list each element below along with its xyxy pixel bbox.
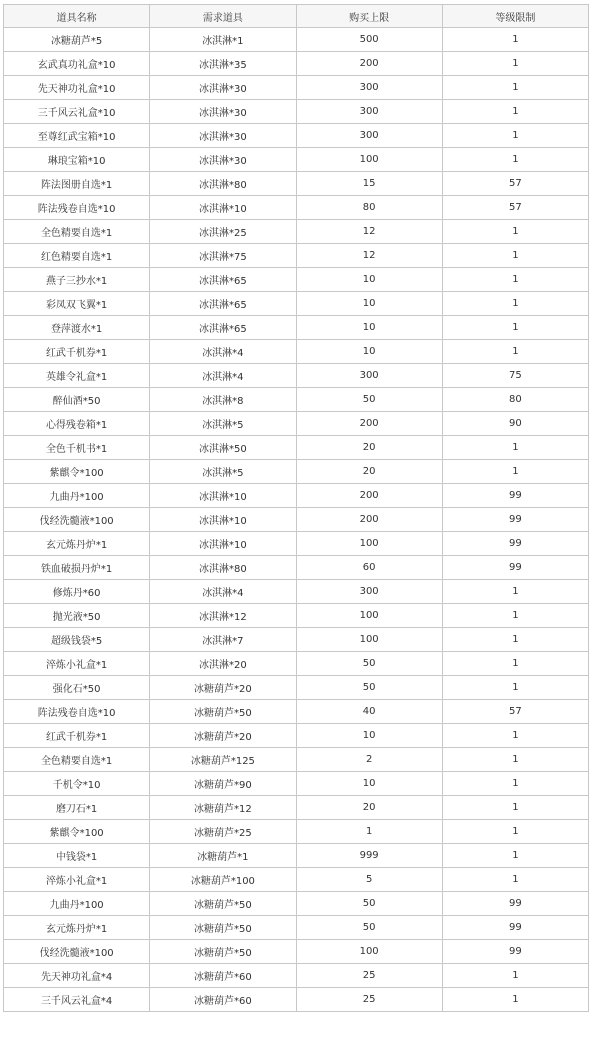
cell-item-name: 至尊红武宝箱*10: [4, 124, 150, 148]
table-row: [4, 100, 589, 124]
table-row: [4, 940, 589, 964]
table-row: [4, 844, 589, 868]
table-row: [4, 124, 589, 148]
cell-level-requirement: 1: [442, 268, 588, 292]
table-row: [4, 652, 589, 676]
table-row: [4, 532, 589, 556]
table-row: [4, 556, 589, 580]
cell-level-requirement: 99: [442, 892, 588, 916]
cell-level-requirement: 1: [442, 988, 588, 1012]
table-row: [4, 268, 589, 292]
cell-required-item: 冰淇淋*75: [150, 244, 296, 268]
cell-purchase-limit: 25: [296, 964, 442, 988]
table-row: [4, 580, 589, 604]
cell-required-item: 冰糖葫芦*1: [150, 844, 296, 868]
cell-purchase-limit: 300: [296, 100, 442, 124]
cell-item-name: 琳琅宝箱*10: [4, 148, 150, 172]
cell-required-item: 冰淇淋*30: [150, 76, 296, 100]
table-row: [4, 748, 589, 772]
cell-required-item: 冰淇淋*12: [150, 604, 296, 628]
table-header: [4, 5, 589, 28]
cell-purchase-limit: 50: [296, 892, 442, 916]
cell-item-name: 阵法残卷自选*10: [4, 196, 150, 220]
cell-level-requirement: 1: [442, 460, 588, 484]
cell-level-requirement: 1: [442, 436, 588, 460]
cell-purchase-limit: 500: [296, 28, 442, 52]
table-row: [4, 508, 589, 532]
header-row: [4, 5, 589, 28]
table-row: [4, 172, 589, 196]
table-body: [4, 28, 589, 1012]
cell-required-item: 冰糖葫芦*12: [150, 796, 296, 820]
cell-item-name: 全色千机书*1: [4, 436, 150, 460]
cell-required-item: 冰淇淋*10: [150, 532, 296, 556]
cell-item-name: 伐经洗髓液*100: [4, 940, 150, 964]
cell-item-name: 淬炼小礼盒*1: [4, 652, 150, 676]
cell-required-item: 冰淇淋*20: [150, 652, 296, 676]
cell-required-item: 冰淇淋*10: [150, 508, 296, 532]
header-level-requirement: 等级限制: [442, 5, 588, 28]
cell-level-requirement: 99: [442, 484, 588, 508]
cell-item-name: 红武千机券*1: [4, 724, 150, 748]
cell-required-item: 冰淇淋*4: [150, 364, 296, 388]
cell-required-item: 冰淇淋*7: [150, 628, 296, 652]
header-item-name: 道具名称: [4, 5, 150, 28]
cell-level-requirement: 1: [442, 148, 588, 172]
table-row: [4, 772, 589, 796]
cell-purchase-limit: 200: [296, 484, 442, 508]
cell-item-name: 阵法图册自选*1: [4, 172, 150, 196]
table-row: [4, 436, 589, 460]
cell-purchase-limit: 100: [296, 940, 442, 964]
cell-item-name: 伐经洗髓液*100: [4, 508, 150, 532]
cell-required-item: 冰淇淋*30: [150, 100, 296, 124]
cell-level-requirement: 1: [442, 628, 588, 652]
cell-item-name: 燕子三抄水*1: [4, 268, 150, 292]
table-row: [4, 676, 589, 700]
cell-purchase-limit: 50: [296, 652, 442, 676]
cell-item-name: 彩凤双飞翼*1: [4, 292, 150, 316]
cell-item-name: 九曲丹*100: [4, 484, 150, 508]
cell-purchase-limit: 12: [296, 220, 442, 244]
cell-required-item: 冰淇淋*10: [150, 196, 296, 220]
cell-purchase-limit: 50: [296, 388, 442, 412]
cell-level-requirement: 1: [442, 652, 588, 676]
cell-purchase-limit: 5: [296, 868, 442, 892]
cell-required-item: 冰糖葫芦*20: [150, 676, 296, 700]
table-row: [4, 76, 589, 100]
cell-level-requirement: 1: [442, 76, 588, 100]
table-row: [4, 28, 589, 52]
cell-required-item: 冰淇淋*65: [150, 292, 296, 316]
cell-level-requirement: 1: [442, 796, 588, 820]
cell-level-requirement: 1: [442, 604, 588, 628]
cell-purchase-limit: 10: [296, 292, 442, 316]
cell-item-name: 抛光液*50: [4, 604, 150, 628]
cell-required-item: 冰淇淋*4: [150, 580, 296, 604]
cell-item-name: 先天神功礼盒*10: [4, 76, 150, 100]
cell-purchase-limit: 10: [296, 724, 442, 748]
cell-purchase-limit: 100: [296, 628, 442, 652]
cell-level-requirement: 57: [442, 700, 588, 724]
cell-level-requirement: 1: [442, 964, 588, 988]
table-row: [4, 796, 589, 820]
cell-purchase-limit: 20: [296, 436, 442, 460]
cell-item-name: 全色精要自选*1: [4, 748, 150, 772]
cell-required-item: 冰糖葫芦*50: [150, 940, 296, 964]
cell-required-item: 冰淇淋*80: [150, 172, 296, 196]
cell-item-name: 冰糖葫芦*5: [4, 28, 150, 52]
cell-level-requirement: 99: [442, 916, 588, 940]
cell-level-requirement: 1: [442, 820, 588, 844]
cell-item-name: 千机令*10: [4, 772, 150, 796]
cell-purchase-limit: 15: [296, 172, 442, 196]
cell-required-item: 冰糖葫芦*125: [150, 748, 296, 772]
cell-level-requirement: 1: [442, 244, 588, 268]
cell-level-requirement: 1: [442, 748, 588, 772]
cell-level-requirement: 80: [442, 388, 588, 412]
table-row: [4, 988, 589, 1012]
cell-level-requirement: 99: [442, 556, 588, 580]
cell-required-item: 冰糖葫芦*60: [150, 988, 296, 1012]
cell-item-name: 磨刀石*1: [4, 796, 150, 820]
header-required-item: 需求道具: [150, 5, 296, 28]
cell-item-name: 玄元炼丹炉*1: [4, 916, 150, 940]
cell-required-item: 冰淇淋*65: [150, 268, 296, 292]
cell-level-requirement: 1: [442, 100, 588, 124]
cell-required-item: 冰淇淋*80: [150, 556, 296, 580]
cell-item-name: 先天神功礼盒*4: [4, 964, 150, 988]
cell-item-name: 英雄令礼盒*1: [4, 364, 150, 388]
cell-required-item: 冰淇淋*30: [150, 124, 296, 148]
cell-purchase-limit: 50: [296, 676, 442, 700]
table-row: [4, 244, 589, 268]
cell-item-name: 全色精要自选*1: [4, 220, 150, 244]
cell-level-requirement: 1: [442, 772, 588, 796]
cell-item-name: 三千风云礼盒*10: [4, 100, 150, 124]
table-row: [4, 628, 589, 652]
cell-purchase-limit: 60: [296, 556, 442, 580]
cell-item-name: 三千风云礼盒*4: [4, 988, 150, 1012]
cell-purchase-limit: 999: [296, 844, 442, 868]
item-exchange-table: [3, 4, 589, 1012]
cell-level-requirement: 90: [442, 412, 588, 436]
cell-purchase-limit: 12: [296, 244, 442, 268]
cell-level-requirement: 1: [442, 124, 588, 148]
cell-level-requirement: 1: [442, 580, 588, 604]
table-row: [4, 196, 589, 220]
cell-purchase-limit: 50: [296, 916, 442, 940]
cell-level-requirement: 1: [442, 316, 588, 340]
table-row: [4, 460, 589, 484]
cell-required-item: 冰淇淋*8: [150, 388, 296, 412]
cell-level-requirement: 99: [442, 940, 588, 964]
cell-level-requirement: 1: [442, 28, 588, 52]
cell-required-item: 冰糖葫芦*20: [150, 724, 296, 748]
cell-level-requirement: 1: [442, 676, 588, 700]
cell-purchase-limit: 10: [296, 772, 442, 796]
cell-item-name: 登萍渡水*1: [4, 316, 150, 340]
cell-level-requirement: 1: [442, 292, 588, 316]
cell-item-name: 中钱袋*1: [4, 844, 150, 868]
cell-purchase-limit: 1: [296, 820, 442, 844]
table-row: [4, 316, 589, 340]
cell-required-item: 冰糖葫芦*60: [150, 964, 296, 988]
cell-purchase-limit: 200: [296, 508, 442, 532]
table-row: [4, 868, 589, 892]
cell-level-requirement: 75: [442, 364, 588, 388]
cell-purchase-limit: 2: [296, 748, 442, 772]
cell-item-name: 玄武真功礼盒*10: [4, 52, 150, 76]
cell-required-item: 冰淇淋*5: [150, 460, 296, 484]
cell-item-name: 阵法残卷自选*10: [4, 700, 150, 724]
cell-item-name: 红色精要自选*1: [4, 244, 150, 268]
cell-item-name: 心得残卷箱*1: [4, 412, 150, 436]
cell-level-requirement: 57: [442, 172, 588, 196]
cell-required-item: 冰糖葫芦*50: [150, 916, 296, 940]
cell-required-item: 冰糖葫芦*90: [150, 772, 296, 796]
cell-required-item: 冰淇淋*25: [150, 220, 296, 244]
cell-level-requirement: 1: [442, 340, 588, 364]
cell-purchase-limit: 300: [296, 124, 442, 148]
cell-purchase-limit: 100: [296, 532, 442, 556]
table-row: [4, 292, 589, 316]
cell-item-name: 玄元炼丹炉*1: [4, 532, 150, 556]
cell-level-requirement: 57: [442, 196, 588, 220]
cell-level-requirement: 1: [442, 844, 588, 868]
cell-required-item: 冰糖葫芦*50: [150, 700, 296, 724]
cell-required-item: 冰淇淋*5: [150, 412, 296, 436]
cell-purchase-limit: 300: [296, 580, 442, 604]
table-row: [4, 604, 589, 628]
cell-item-name: 紫麒令*100: [4, 820, 150, 844]
table-row: [4, 820, 589, 844]
table-row: [4, 412, 589, 436]
table-row: [4, 964, 589, 988]
cell-item-name: 强化石*50: [4, 676, 150, 700]
cell-level-requirement: 99: [442, 508, 588, 532]
table-row: [4, 52, 589, 76]
cell-purchase-limit: 20: [296, 460, 442, 484]
cell-required-item: 冰淇淋*1: [150, 28, 296, 52]
cell-purchase-limit: 40: [296, 700, 442, 724]
cell-purchase-limit: 300: [296, 364, 442, 388]
cell-purchase-limit: 200: [296, 52, 442, 76]
table-row: [4, 364, 589, 388]
cell-required-item: 冰淇淋*35: [150, 52, 296, 76]
cell-required-item: 冰淇淋*30: [150, 148, 296, 172]
table-row: [4, 724, 589, 748]
cell-level-requirement: 1: [442, 52, 588, 76]
cell-purchase-limit: 10: [296, 340, 442, 364]
cell-level-requirement: 1: [442, 868, 588, 892]
cell-item-name: 超级钱袋*5: [4, 628, 150, 652]
table-row: [4, 340, 589, 364]
table-row: [4, 148, 589, 172]
cell-item-name: 红武千机券*1: [4, 340, 150, 364]
cell-purchase-limit: 300: [296, 76, 442, 100]
cell-purchase-limit: 20: [296, 796, 442, 820]
table-row: [4, 700, 589, 724]
cell-item-name: 修炼丹*60: [4, 580, 150, 604]
table-row: [4, 388, 589, 412]
cell-required-item: 冰糖葫芦*100: [150, 868, 296, 892]
cell-purchase-limit: 100: [296, 604, 442, 628]
cell-required-item: 冰淇淋*50: [150, 436, 296, 460]
cell-purchase-limit: 200: [296, 412, 442, 436]
table-row: [4, 220, 589, 244]
cell-item-name: 醉仙酒*50: [4, 388, 150, 412]
cell-item-name: 紫麒令*100: [4, 460, 150, 484]
cell-level-requirement: 1: [442, 724, 588, 748]
table-row: [4, 892, 589, 916]
header-purchase-limit: 购买上限: [296, 5, 442, 28]
cell-item-name: 铁血破损丹炉*1: [4, 556, 150, 580]
cell-item-name: 淬炼小礼盒*1: [4, 868, 150, 892]
cell-required-item: 冰淇淋*4: [150, 340, 296, 364]
cell-required-item: 冰糖葫芦*50: [150, 892, 296, 916]
cell-purchase-limit: 80: [296, 196, 442, 220]
cell-purchase-limit: 10: [296, 268, 442, 292]
cell-required-item: 冰糖葫芦*25: [150, 820, 296, 844]
cell-purchase-limit: 100: [296, 148, 442, 172]
cell-purchase-limit: 10: [296, 316, 442, 340]
cell-purchase-limit: 25: [296, 988, 442, 1012]
table-row: [4, 484, 589, 508]
cell-required-item: 冰淇淋*10: [150, 484, 296, 508]
cell-item-name: 九曲丹*100: [4, 892, 150, 916]
table-row: [4, 916, 589, 940]
cell-level-requirement: 99: [442, 532, 588, 556]
cell-required-item: 冰淇淋*65: [150, 316, 296, 340]
cell-level-requirement: 1: [442, 220, 588, 244]
